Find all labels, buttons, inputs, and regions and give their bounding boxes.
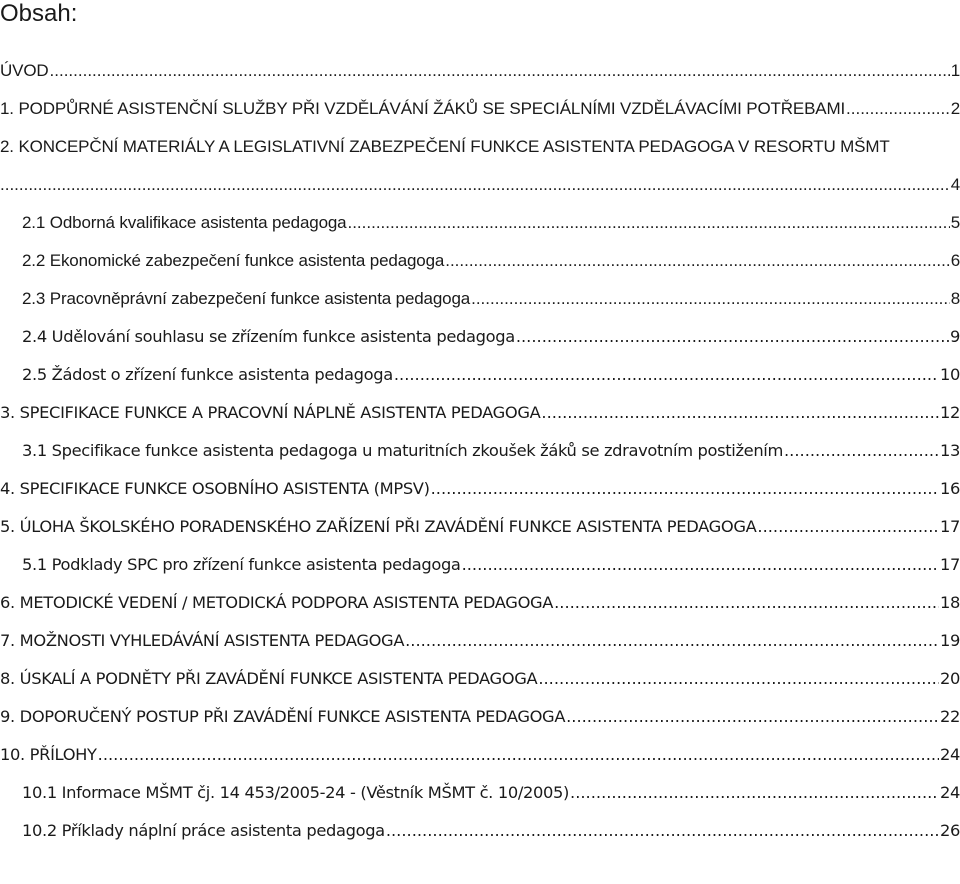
toc-entry-chapter-5[interactable]: [0, 508, 960, 546]
toc-page-number: 10: [939, 365, 960, 384]
dot-leader: [471, 280, 950, 318]
toc-page-number: 18: [939, 593, 960, 612]
toc-entry-section-10-2[interactable]: [0, 812, 960, 850]
dot-leader: [50, 52, 950, 90]
toc-entry-section-2-3[interactable]: [0, 280, 960, 318]
toc-page-number: 12: [939, 403, 960, 422]
toc-entry-section-10-1[interactable]: [0, 774, 960, 812]
toc-entry-text: 5. ÚLOHA ŠKOLSKÉHO PORADENSKÉHO ZAŘÍZENÍ PŘI ZAVÁDĚNÍ FUNKCE ASISTENTA PEDAGOGA: [0, 517, 757, 536]
toc-page-number: 1: [950, 61, 960, 80]
toc-entry-text: 10.1 Informace MŠMT čj. 14 453/2005-24 - (Věstník MŠMT č. 10/2005): [22, 783, 570, 802]
dot-leader: [98, 736, 939, 774]
toc-entry-section-3-1[interactable]: [0, 432, 960, 470]
toc-entry-text: 2.2 Ekonomické zabezpečení funkce asistenta pedagoga: [22, 251, 445, 270]
toc-page-number: 17: [939, 555, 960, 574]
toc-entry-chapter-7[interactable]: [0, 622, 960, 660]
toc-entry-chapter-9[interactable]: [0, 698, 960, 736]
toc-entry-section-2-2[interactable]: [0, 242, 960, 280]
toc-page-number: 2: [950, 99, 960, 118]
dot-leader: [462, 546, 939, 584]
toc-entry-section-2-5[interactable]: [0, 356, 960, 394]
toc-page-number: 17: [939, 517, 960, 536]
toc-page-number: 26: [939, 821, 960, 840]
toc-entry-section-2-1[interactable]: [0, 204, 960, 242]
dot-leader: [846, 90, 950, 128]
toc-page-number: 8: [950, 289, 960, 308]
dot-leader: [516, 318, 949, 356]
toc-heading: Obsah:: [0, 0, 78, 27]
toc-entry-chapter-4[interactable]: [0, 470, 960, 508]
toc-entry-chapter-2[interactable]: [0, 128, 960, 166]
toc-page-number: 13: [939, 441, 960, 460]
dot-leader: [570, 774, 939, 812]
toc-entry-text: 3. SPECIFIKACE FUNKCE A PRACOVNÍ NÁPLNĚ ASISTENTA PEDAGOGA: [0, 403, 541, 422]
toc-entry-text: 8. ÚSKALÍ A PODNĚTY PŘI ZAVÁDĚNÍ FUNKCE ASISTENTA PEDAGOGA: [0, 669, 538, 688]
toc-entry-text: 2.1 Odborná kvalifikace asistenta pedagoga: [22, 213, 347, 232]
dot-leader: [347, 204, 949, 242]
toc-page-number: 5: [950, 213, 960, 232]
toc-entry-text: 5.1 Podklady SPC pro zřízení funkce asistenta pedagoga: [22, 555, 461, 574]
dot-leader: [431, 470, 939, 508]
toc-entry-text: 3.1 Specifikace funkce asistenta pedagoga u maturitních zkoušek žáků se zdravotním postižením: [22, 441, 783, 460]
toc-entry-text: 2.4 Udělování souhlasu se zřízením funkce asistenta pedagoga: [22, 327, 515, 346]
toc-page-number: 24: [939, 783, 960, 802]
toc-page-number: 16: [939, 479, 960, 498]
dot-leader: [394, 356, 939, 394]
table-of-contents: [0, 52, 960, 850]
dot-leader: [566, 698, 939, 736]
toc-entry-chapter-3[interactable]: [0, 394, 960, 432]
toc-entry-text: 7. MOŽNOSTI VYHLEDÁVÁNÍ ASISTENTA PEDAGOGA: [0, 631, 405, 650]
toc-entry-text: ÚVOD: [0, 61, 49, 80]
toc-page-number: 4: [950, 175, 960, 194]
toc-entry-text: 10. PŘÍLOHY: [0, 745, 97, 764]
dot-leader: [405, 622, 939, 660]
toc-entry-text: 2.3 Pracovněprávní zabezpečení funkce asistenta pedagoga: [22, 289, 471, 308]
dot-leader: [445, 242, 949, 280]
toc-page-number: 22: [939, 707, 960, 726]
toc-entry-section-2-4[interactable]: [0, 318, 960, 356]
dot-leader: [757, 508, 939, 546]
toc-entry-text: 6. METODICKÉ VEDENÍ / METODICKÁ PODPORA ASISTENTA PEDAGOGA: [0, 593, 554, 612]
toc-entry-intro[interactable]: [0, 52, 960, 90]
toc-entry-section-5-1[interactable]: [0, 546, 960, 584]
toc-page-number: 20: [939, 669, 960, 688]
dot-leader: [784, 432, 939, 470]
toc-page-number: 9: [949, 327, 960, 346]
toc-entry-text: 9. DOPORUČENÝ POSTUP PŘI ZAVÁDĚNÍ FUNKCE ASISTENTA PEDAGOGA: [0, 707, 566, 726]
dot-leader: [541, 394, 939, 432]
toc-page-number: 6: [950, 251, 960, 270]
toc-page-number: 24: [939, 745, 960, 764]
toc-entry-text: 4. SPECIFIKACE FUNKCE OSOBNÍHO ASISTENTA (MPSV): [0, 479, 430, 498]
dot-leader: [538, 660, 939, 698]
toc-page-number: 19: [939, 631, 960, 650]
dot-leader: [0, 166, 950, 204]
dot-leader: [554, 584, 939, 622]
toc-entry-chapter-1[interactable]: [0, 90, 960, 128]
toc-entry-text: 1. PODPŮRNÉ ASISTENČNÍ SLUŽBY PŘI VZDĚLÁVÁNÍ ŽÁKŮ SE SPECIÁLNÍMI VZDĚLÁVACÍMI POTŘEBAMI: [0, 99, 846, 118]
toc-entry-chapter-6[interactable]: [0, 584, 960, 622]
toc-entry-chapter-8[interactable]: [0, 660, 960, 698]
toc-entry-chapter-10[interactable]: [0, 736, 960, 774]
toc-entry-text: 10.2 Příklady náplní práce asistenta pedagoga: [22, 821, 385, 840]
toc-entry-text: 2.5 Žádost o zřízení funkce asistenta pedagoga: [22, 365, 393, 384]
toc-entry-chapter-2-continuation[interactable]: [0, 166, 960, 204]
toc-entry-text: 2. KONCEPČNÍ MATERIÁLY A LEGISLATIVNÍ ZABEZPEČENÍ FUNKCE ASISTENTA PEDAGOGA V RESORTU MŠMT: [0, 137, 890, 156]
dot-leader: [386, 812, 939, 850]
